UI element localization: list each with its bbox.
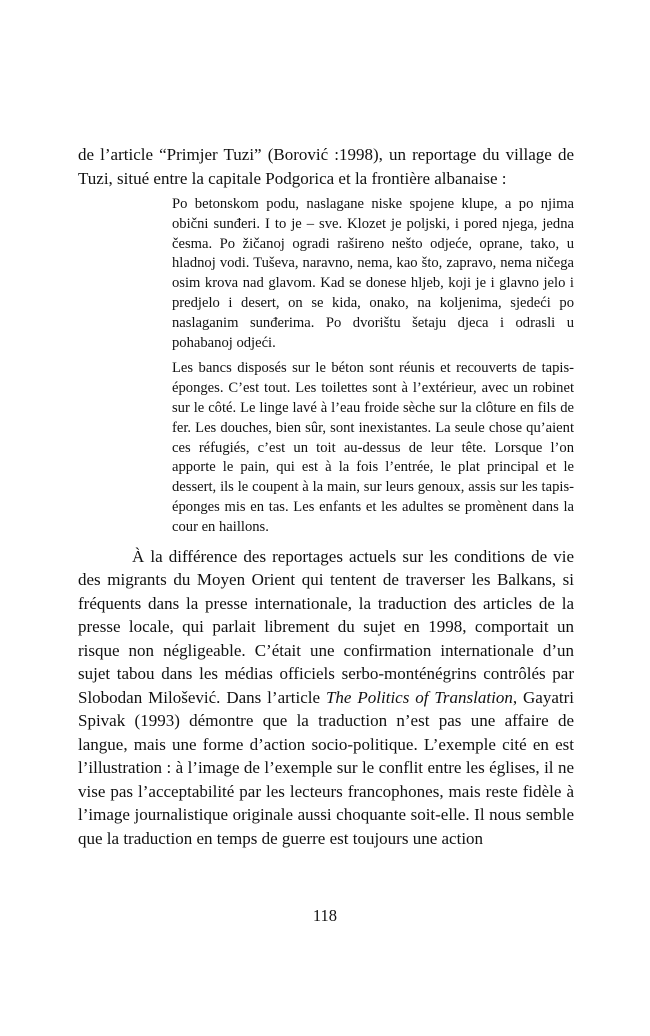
body-paragraph <box>78 545 574 851</box>
body-text-part2: , Gayatri Spivak (1993) démontre que la traduction n’est pas une affaire de langue, mais une forme d’action socio-politique. L’exemple cité en est l’illustration : à l’image de l’exemple sur le conflit entre les églises, il ne vise pas l’acceptabilité par les lecteurs francophones, mais reste fidèle à l’image journalistique originale aussi choquante soit-elle. Il nous semble que la traduction en temps de guerre est toujours une action <box>78 687 574 848</box>
page-content <box>78 143 574 850</box>
cited-title: The Politics of Translation <box>325 687 513 707</box>
intro-paragraph: de l’article “Primjer Tuzi” (Borović :1998), un reportage du village de Tuzi, situé entre la capitale Podgorica et la frontière albanaise : <box>78 145 574 188</box>
body-text-part1: À la différence des reportages actuels sur les conditions de vie des migrants du Moyen Orient qui tentent de traverser les Balkans, si fréquents dans la presse internationale, la traduction des articles de la presse locale, qui parlait librement du sujet en 1998, comportait un risque non négligeable. C’était une confirmation internationale d’un sujet tabou dans les médias officiels serbo-monténégrins contrôlés par Slobodan Milošević. Dans l’article <box>78 546 574 707</box>
block-quote-serbian: Po betonskom podu, naslagane niske spojene klupe, a po njima obični sunđeri. I to je – sve. Klozet je poljski, i pored njega, jedna česma. Po žičanoj ogradi rašireno nešto odjeće, oprane, tako, u hladnoj vodi. Tuševa, naravno, nema, kao što, zapravo, nema ničega osim krova nad glavom. Kad se donese hljeb, koji je i glavno jelo i predjelo i desert, on se kida, onako, na koljenima, sjedeći po naslaganim sunđerima. Po dvorištu šetaju djeca i odrasli u pohabanoj odjeći. <box>172 196 574 351</box>
block-quote-french: Les bancs disposés sur le béton sont réunis et recouverts de tapis-éponges. C’est tout. Les toilettes sont à l’extérieur, avec un robinet sur le côté. Le linge lavé à l’eau froide sèche sur la clôture en fils de fer. Les douches, bien sûr, sont inexistantes. La seule chose qu’aient ces réfugiés, c’est un toit au-dessus de leur tête. Lorsque l’on apporte le pain, qui est à la fois l’entrée, le plat principal et le dessert, ils le coupent à la main, sur leurs genoux, assis sur les tapis-éponges mis en tas. Les enfants et les adultes se promènent dans la cour en haillons. <box>172 360 574 535</box>
page-number: 118 <box>312 906 338 925</box>
